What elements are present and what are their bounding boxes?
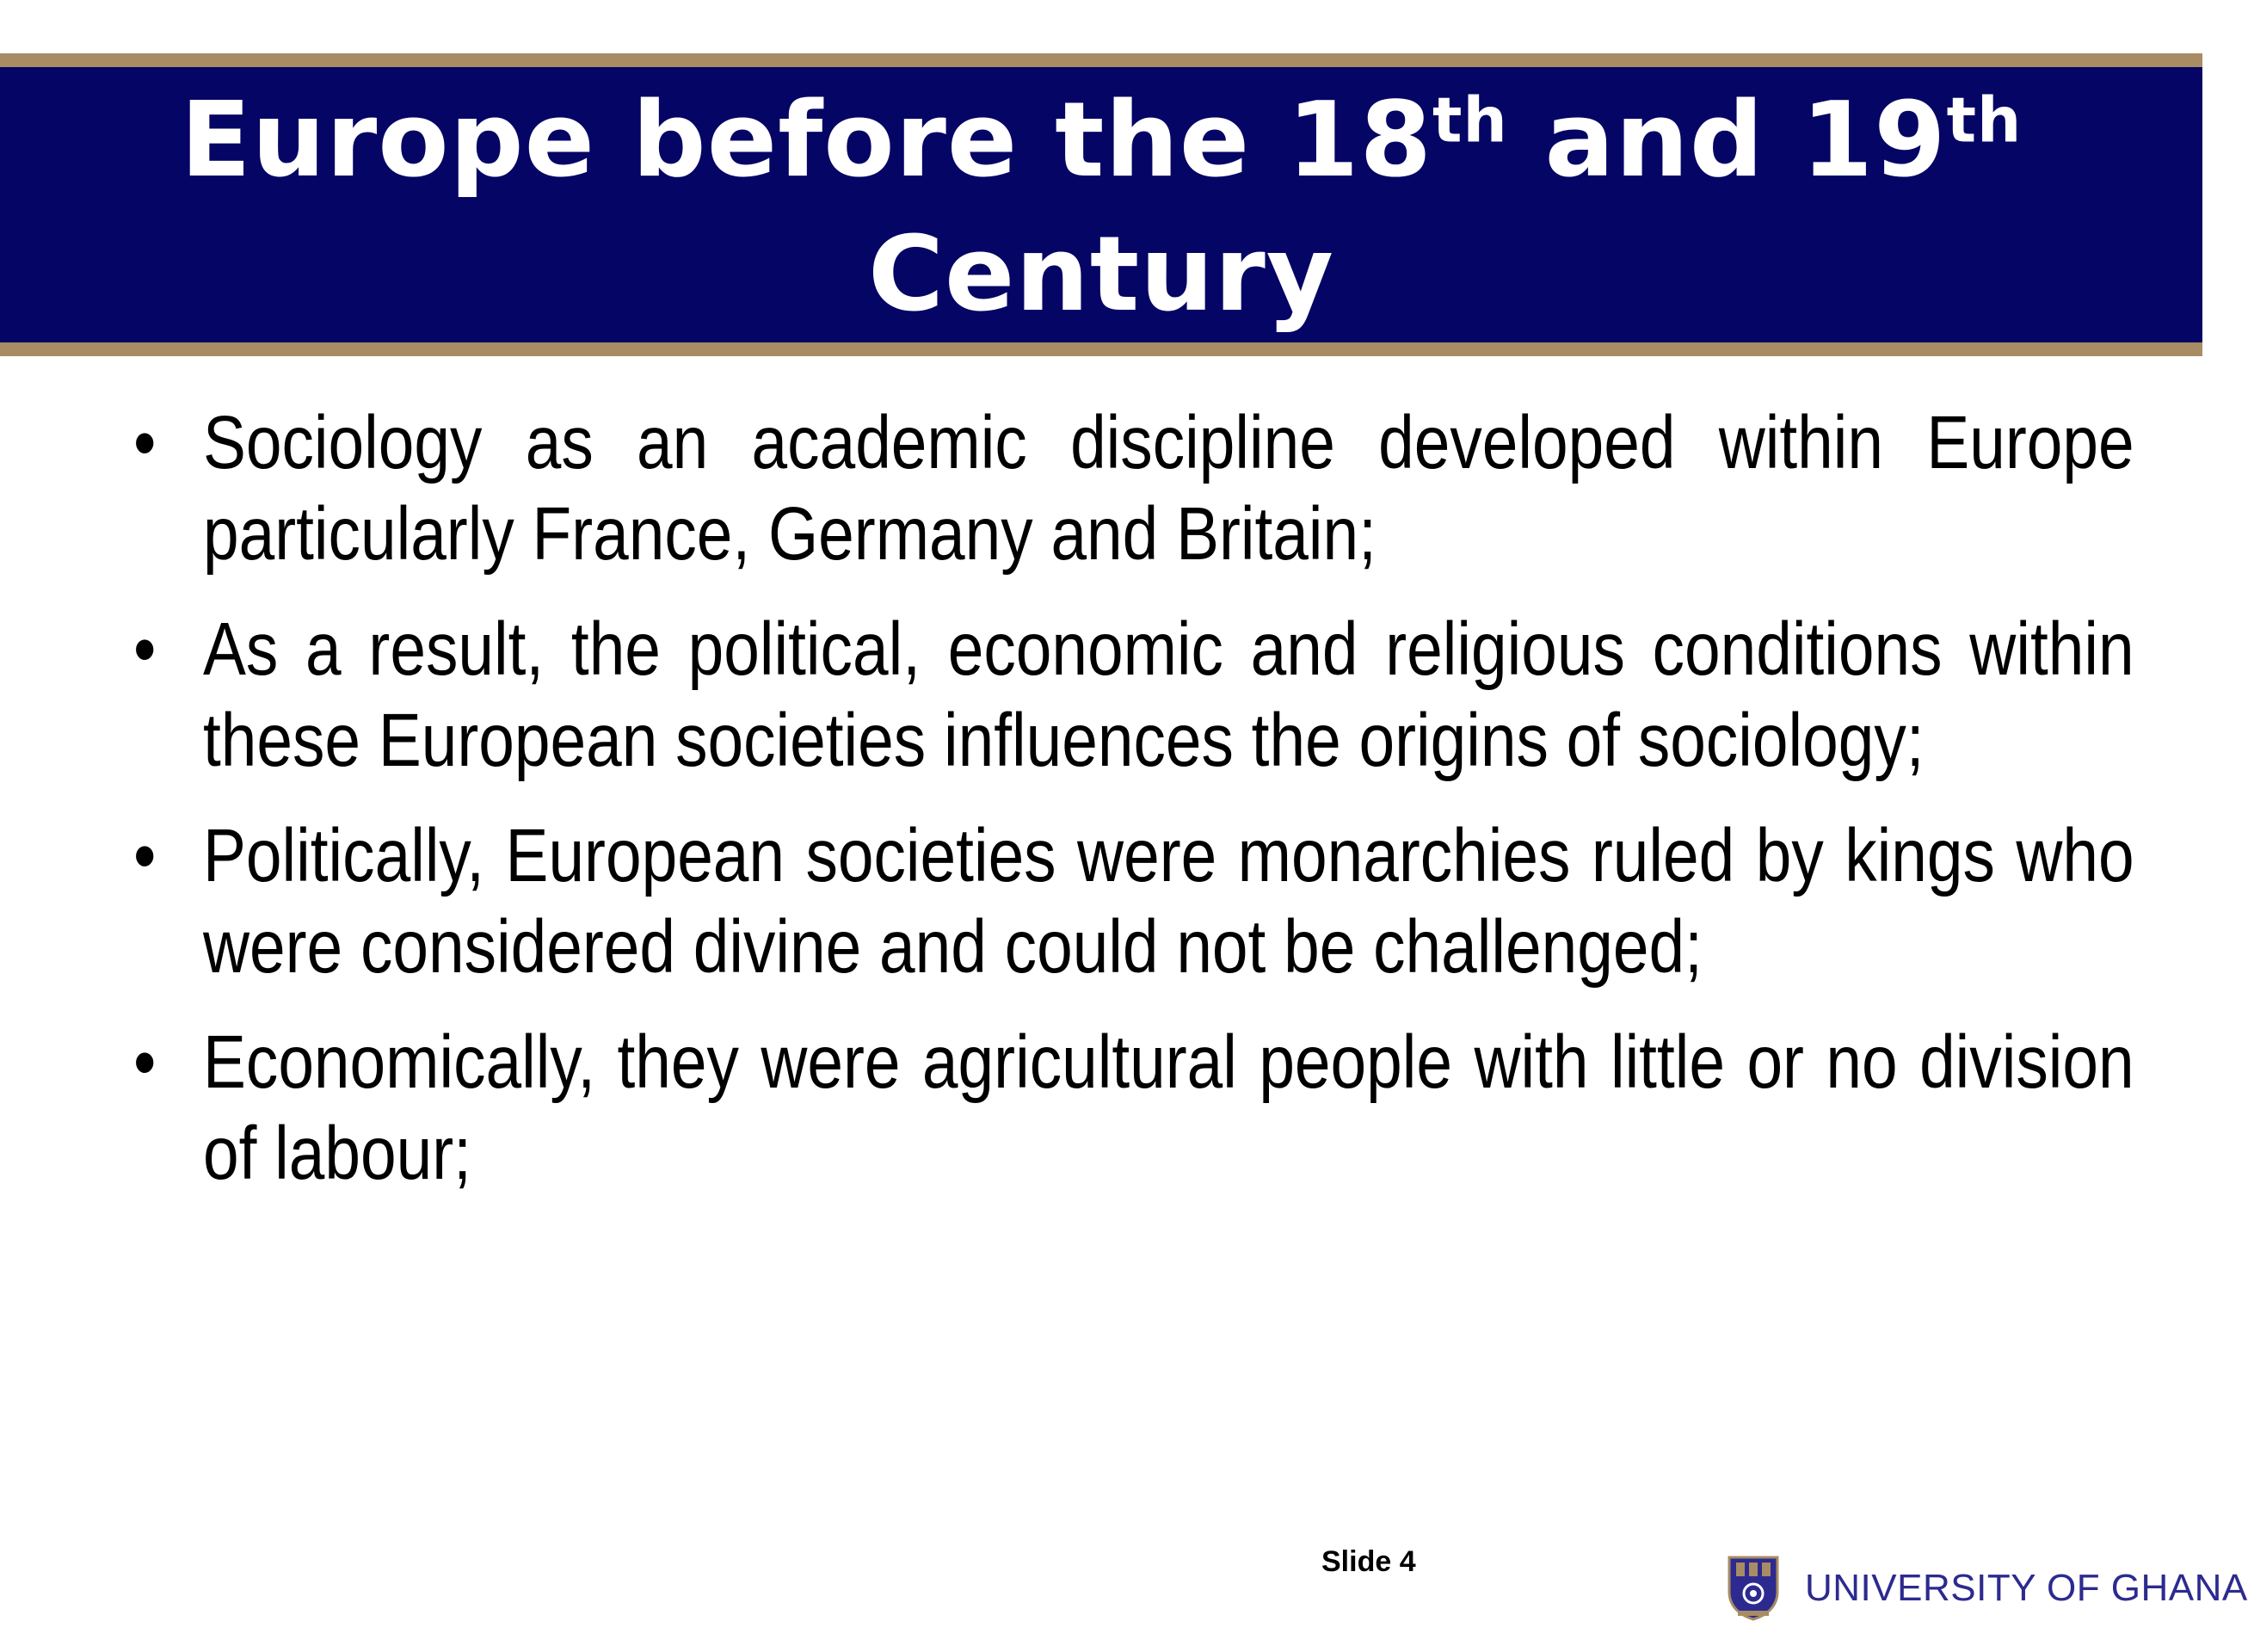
bullet-text: Politically, European societies were monarchies ruled by kings who were considered divine and could not be challenged; — [203, 814, 2134, 989]
bullet-item — [129, 811, 2134, 993]
slide-number: Slide 4 — [1321, 1545, 1416, 1578]
bullet-item — [129, 604, 2134, 786]
bullet-dot-icon: • — [133, 607, 157, 691]
bullet-text: Sociology as an academic discipline developed within Europe particularly France, Germany and Britain; — [203, 401, 2134, 576]
bullet-dot-icon: • — [133, 401, 157, 484]
university-name: UNIVERSITY OF GHANA — [1805, 1567, 2248, 1609]
bullet-text: As a result, the political, economic and religious conditions within these European societies influences the origins of sociology; — [203, 607, 2134, 782]
bullet-dot-icon: • — [133, 814, 157, 897]
bullet-item — [129, 1017, 2134, 1199]
title-superscript-19th: th — [1946, 83, 2023, 157]
title-line1-middle: and 19 — [1507, 81, 1947, 200]
title-line2: Century — [867, 215, 1335, 335]
title-line1-prefix: Europe before the 18 — [180, 81, 1433, 200]
university-crest-icon — [1726, 1554, 1781, 1621]
bullet-list — [129, 398, 2134, 1224]
bullet-text: Economically, they were agricultural people with little or no division of labour; — [203, 1020, 2134, 1195]
university-logo — [1726, 1552, 2248, 1624]
slide-title — [0, 74, 2202, 342]
bullet-item — [129, 398, 2134, 580]
title-superscript-18th: th — [1432, 83, 1508, 157]
bullet-dot-icon: • — [133, 1020, 157, 1104]
